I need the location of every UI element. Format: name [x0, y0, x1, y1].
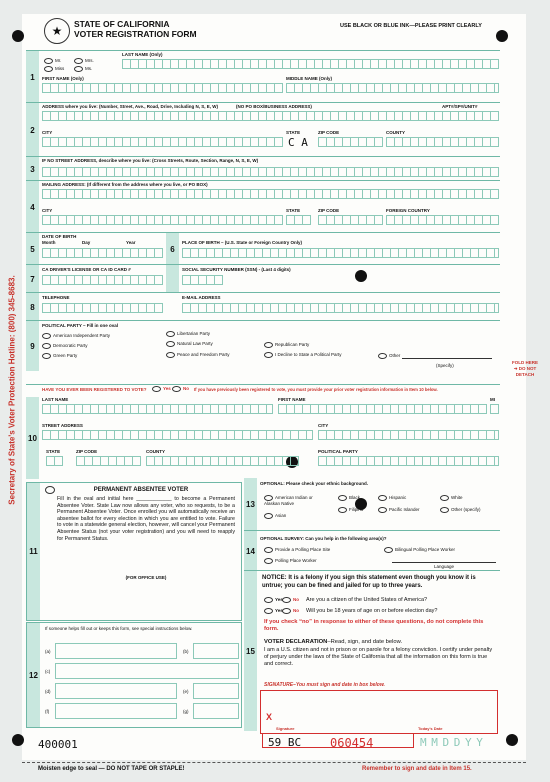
helper-field-e[interactable] — [193, 683, 239, 699]
helper-field-a[interactable] — [55, 643, 177, 659]
ethnicity-asian[interactable]: Asian — [264, 513, 286, 519]
party-other[interactable]: Other — [378, 353, 400, 359]
binder-hole-icon — [12, 734, 24, 746]
prior-zip-field[interactable] — [76, 456, 141, 466]
helper-field-b[interactable] — [193, 643, 239, 659]
mailing-city-field[interactable] — [42, 215, 283, 225]
prior-mi-field[interactable] — [490, 404, 499, 414]
helper-field-f[interactable] — [55, 703, 177, 719]
mailing-address-field[interactable] — [42, 189, 499, 199]
binder-hole-icon — [12, 30, 24, 42]
ethnicity-pacific-islander[interactable]: Pacific Islander — [378, 507, 420, 513]
ethnicity-american-indian[interactable]: American Indian or Alaskan Native — [264, 495, 313, 507]
fold-note: FOLD HERE ➜ DO NOT DETACH — [511, 360, 538, 377]
binder-hole-icon — [506, 734, 518, 746]
section-7-ids: 7 CA DRIVER'S LICENSE OR CA ID CARD # SOCIAL SECURITY NUMBER (SSN) - (Last 4 digits) — [26, 264, 500, 293]
party-decline[interactable]: I Decline to State a Political Party — [264, 352, 342, 358]
birth-date-field[interactable] — [42, 248, 163, 258]
prior-state-field[interactable] — [46, 456, 63, 466]
section-9-party: 9 POLITICAL PARTY – Fill in one oval American Independent Party Democratic Party Green Party Libertarian Party Natural Law Party Peace and Freedom Party Republican Party I Decline to State a Political Party Other (Specify) — [26, 320, 500, 371]
prior-party-field[interactable] — [318, 456, 499, 466]
state-seal-icon: ★ — [44, 18, 70, 44]
birth-place-field[interactable] — [182, 248, 499, 258]
helper-field-d[interactable] — [55, 683, 177, 699]
telephone-field[interactable] — [42, 303, 163, 313]
section-10-prior: 10 HAVE YOU EVER BEEN REGISTERED TO VOTE? Yes No If you have previously been registered to vote, you must provide your prior voter registration information in Item 10 below. LAST NAME FIRST NAME MI STREET ADDRESS CITY STATE ZIP CODE COUNTY POLITICAL PARTY — [26, 384, 500, 479]
prior-first-name-field[interactable] — [278, 404, 487, 414]
sign-reminder: Remember to sign and date in Item 15. — [362, 766, 472, 772]
citizen-yes[interactable]: Yes — [264, 597, 283, 603]
binder-hole-icon — [496, 30, 508, 42]
city-field[interactable] — [42, 137, 283, 147]
salutation-mr[interactable]: Mr. — [44, 58, 61, 64]
email-field[interactable] — [182, 303, 499, 313]
form-code: 59 BC — [268, 736, 302, 749]
ethnicity-black[interactable]: Black — [338, 495, 360, 501]
section-14-survey: 14 OPTIONAL SURVEY: Can you help in the following area(s)? Provide a Polling Place Site Polling Place Worker Bilingual Polling Place Worker Language — [244, 530, 500, 571]
survey-polling-site[interactable]: Provide a Polling Place Site — [264, 547, 330, 553]
section-5-6-birth: 5 DATE OF BIRTH Month Day Year 6 PLACE OF BIRTH – (U.S. State or Foreign Country Only) — [26, 232, 500, 265]
zip-field[interactable] — [318, 137, 383, 147]
section-11-absentee: 11 PERMANENT ABSENTEE VOTER Fill in the oval and initial here ____________ to become a Permanent Absentee Voter. State Law now allows any voter, who so requests, to be a Permanent Absentee Voter. Once enrolled you will automatically receive an absentee ballot for every election in which you are entitled to vote. Failure to vote in a statewide general election, however, will cancel your Permanent Absentee Status (not your voter registration) and you will need to reapply for Permanent Status. (FOR OFFICE USE) — [26, 482, 242, 621]
state-value: C A — [288, 136, 308, 149]
serial-number: 400001 — [38, 738, 78, 751]
ethnicity-white[interactable]: White — [440, 495, 463, 501]
helper-field-g[interactable] — [193, 703, 239, 719]
last-name-field[interactable] — [122, 59, 499, 69]
ssn-field[interactable] — [182, 275, 223, 285]
seal-note: Moisten edge to seal — DO NOT TAPE OR STAPLE! — [38, 766, 185, 772]
language-field[interactable] — [392, 562, 496, 563]
citizen-no[interactable]: No — [282, 597, 299, 603]
age-yes[interactable]: Yes — [264, 608, 283, 614]
salutation-miss[interactable]: Miss — [44, 66, 64, 72]
first-name-field[interactable] — [42, 83, 283, 93]
age-no[interactable]: No — [282, 608, 299, 614]
mailing-state-field[interactable] — [286, 215, 311, 225]
form-title: STATE OF CALIFORNIA VOTER REGISTRATION FORM — [74, 19, 197, 39]
form-number: 060454 — [330, 736, 374, 750]
party-green[interactable]: Green Party — [42, 353, 77, 359]
foreign-country-field[interactable] — [386, 215, 499, 225]
address-field[interactable] — [42, 111, 499, 121]
survey-bilingual-worker[interactable]: Bilingual Polling Place Worker — [384, 547, 455, 553]
prior-street-field[interactable] — [42, 430, 313, 440]
ethnicity-hispanic[interactable]: Hispanic — [378, 495, 406, 501]
party-american-independent[interactable]: American Independent Party — [42, 333, 110, 339]
party-other-field[interactable] — [402, 358, 492, 359]
prior-city-field[interactable] — [318, 430, 499, 440]
helper-field-c[interactable] — [55, 663, 239, 679]
section-3-no-street: 3 IF NO STREET ADDRESS, describe where you live: (Cross Streets, Route, Section, Range, N, S, E, W) — [26, 156, 500, 181]
date-field[interactable]: M M D D Y Y — [420, 736, 482, 749]
county-field[interactable] — [386, 137, 499, 147]
mailing-zip-field[interactable] — [318, 215, 383, 225]
party-republican[interactable]: Republican Party — [264, 342, 309, 348]
section-13-ethnicity: 13 OPTIONAL: Please check your ethnic background. American Indian or Alaskan Native Asian Black Filipino Hispanic Pacific Islander White Other (specify) — [244, 478, 500, 530]
party-natural-law[interactable]: Natural Law Party — [166, 341, 213, 347]
section-15-declaration: 15 NOTICE: It is a felony if you sign this statement even though you know it is untrue; you can be fined and jailed for up to three years. Yes No Are you a citizen of the United States of America? Yes No Will you be 18 years of age on or before election day? If you check “no” in response to either of these questions, do not complete this form. VOTER DECLARATION–Read, sign, and date below. I am a U.S. citizen and not in prison or on parole for a felony conviction. I certify under penalty of perjury under the laws of the State of California that all the information on this form is true and correct. SIGNATURE–You must sign and date in box below. — [244, 570, 500, 731]
hotline-side-text: Secretary of State's Voter Protection Hotline: (800) 345-8683. — [7, 275, 17, 505]
section-4-mailing: 4 MAILING ADDRESS: (If different from the address where you live, or PO BOX) CITY STATE ZIP CODE FOREIGN COUNTRY — [26, 180, 500, 233]
section-1-name: 1 Mr. Mrs. Miss Ms. LAST NAME (Only) FIRST NAME (Only) MIDDLE NAME (Only) — [26, 50, 500, 103]
section-2-address: 2 ADDRESS where you live: (Number, Street, Ave., Road, Drive, Including N, S, E, W) (NO PO BOX/BUSINESS ADDRESS) APT#/SP#/UNIT# CITY STATE C A ZIP CODE COUNTY — [26, 102, 500, 157]
party-democratic[interactable]: Democratic Party — [42, 343, 88, 349]
middle-name-field[interactable] — [286, 83, 499, 93]
prior-last-name-field[interactable] — [42, 404, 273, 414]
ethnicity-filipino[interactable]: Filipino — [338, 507, 363, 513]
prior-registered-yes[interactable]: Yes — [152, 386, 171, 392]
ink-note: USE BLACK OR BLUE INK—PLEASE PRINT CLEARLY — [340, 23, 482, 29]
section-12-helper: 12 If someone helps fill out or keeps this form, see special instructions below. (a) (b) (c) (d) (e) (f) (g) — [26, 622, 242, 728]
signature-box[interactable] — [260, 690, 498, 734]
prior-county-field[interactable] — [146, 456, 299, 466]
salutation-ms[interactable]: Ms. — [74, 66, 92, 72]
party-peace-freedom[interactable]: Peace and Freedom Party — [166, 352, 230, 358]
survey-polling-worker[interactable]: Polling Place Worker — [264, 558, 317, 564]
license-field[interactable] — [42, 275, 163, 285]
salutation-mrs[interactable]: Mrs. — [74, 58, 94, 64]
prior-registered-no[interactable]: No — [172, 386, 189, 392]
party-libertarian[interactable]: Libertarian Party — [166, 331, 210, 337]
location-description-field[interactable] — [42, 167, 499, 177]
ethnicity-other[interactable]: Other (specify) — [440, 507, 481, 513]
section-8-contact: 8 TELEPHONE E-MAIL ADDRESS — [26, 292, 500, 321]
